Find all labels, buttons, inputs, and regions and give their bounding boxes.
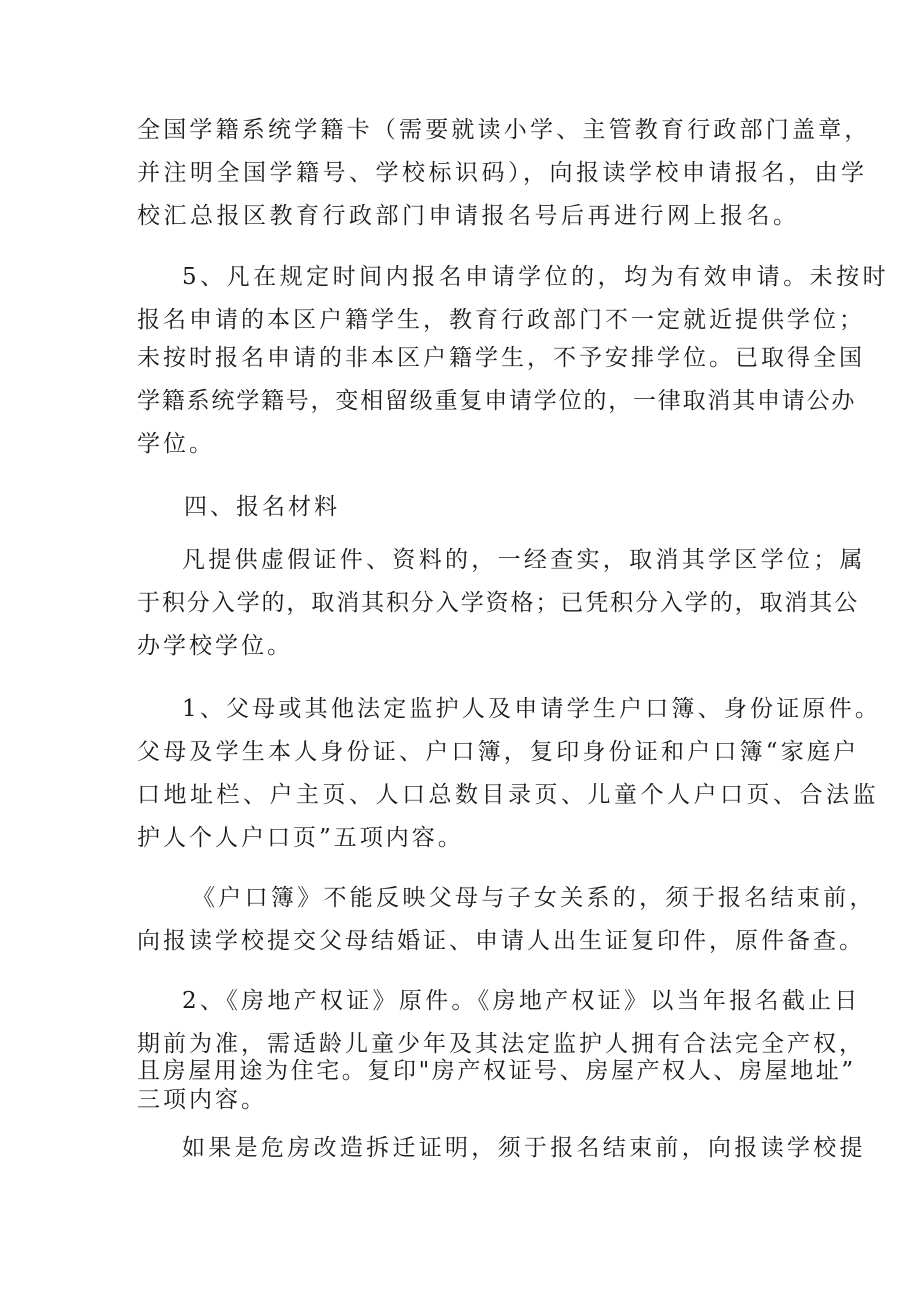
text-line: 5、凡在规定时间内报名申请学位的，均为有效申请。未按时 [182, 264, 890, 290]
text-line: 2、《房地产权证》原件。《房地产权证》以当年报名截止日 [182, 988, 861, 1014]
text-line: 1、父母或其他法定监护人及申请学生户口簿、身份证原件。 [182, 696, 882, 722]
text-line: 报名申请的本区户籍学生，教育行政部门不一定就近提供学位； [137, 307, 865, 333]
text-line: 向报读学校提交父母结婚证、申请人出生证复印件，原件备查。 [137, 928, 865, 954]
text-line: 父母及学生本人身份证、户口簿，复印身份证和户口簿“家庭户 [137, 739, 860, 765]
text-line: 未按时报名申请的非本区户籍学生，不予安排学位。已取得全国 [137, 345, 865, 371]
text-line: 校汇总报区教育行政部门申请报名号后再进行网上报名。 [137, 203, 800, 229]
text-line: 办学校学位。 [137, 633, 293, 659]
text-line: 且房屋用途为住宅。复印"房产权证号、房屋产权人、房屋地址” [137, 1058, 856, 1084]
text-line: 三项内容。 [137, 1087, 267, 1113]
text-line: 《户口簿》不能反映父母与子女关系的，须于报名结束前， [192, 885, 876, 911]
text-line: 于积分入学的，取消其积分入学资格；已凭积分入学的，取消其公 [137, 590, 860, 616]
text-line: 期前为准，需适龄儿童少年及其法定监护人拥有合法完全产权， [137, 1031, 865, 1057]
text-line: 护人个人户口页”五项内容。 [137, 825, 464, 851]
text-line: 学籍系统学籍号，变相留级重复申请学位的，一律取消其申请公办 [137, 388, 857, 414]
text-line: 学位。 [137, 431, 215, 457]
text-line: 凡提供虚假证件、资料的，一经查实，取消其学区学位；属 [182, 547, 866, 573]
text-line: 如果是危房改造拆迁证明，须于报名结束前，向报读学校提 [182, 1135, 866, 1161]
text-line: 并注明全国学籍号、学校标识码），向报读学校申请报名，由学 [137, 160, 868, 186]
text-line: 口地址栏、户主页、人口总数目录页、儿童个人户口页、合法监 [137, 782, 879, 808]
section-heading: 四、报名材料 [184, 494, 340, 520]
text-line: 全国学籍系统学籍卡（需要就读小学、主管教育行政部门盖章， [137, 117, 871, 143]
